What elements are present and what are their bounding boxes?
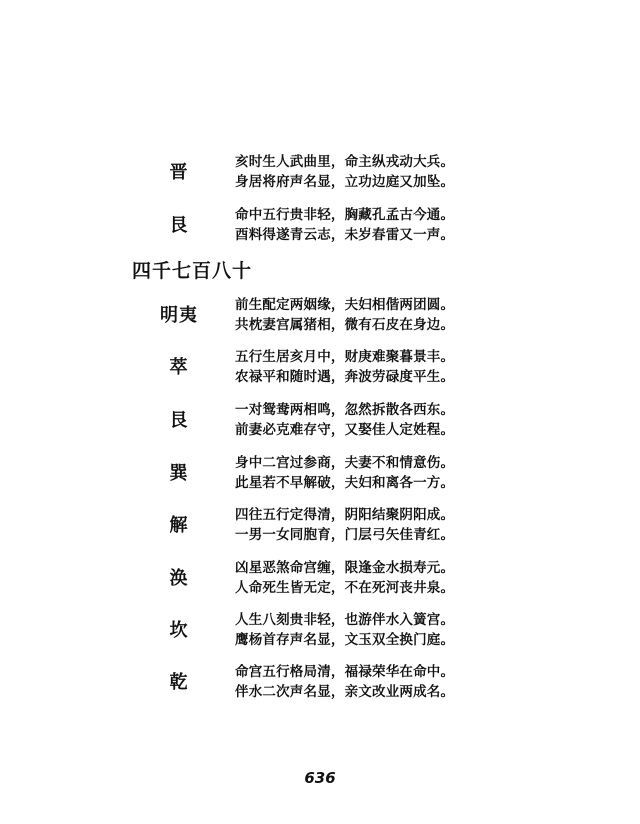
verse-line: 身中二宫过参商，夫妻不和情意伤。	[235, 455, 455, 471]
verse	[235, 347, 454, 387]
verse	[235, 205, 454, 245]
verse-entry	[0, 453, 640, 493]
hexagram-name: 巽	[169, 463, 189, 484]
verse	[235, 453, 454, 493]
hexagram-name: 晋	[169, 162, 189, 183]
hexagram-name: 艮	[169, 215, 189, 236]
verse-entry	[0, 662, 640, 702]
verse	[235, 295, 454, 335]
hexagram-name: 坎	[169, 620, 189, 641]
verse-line: 人生八刻贵非轻，也游伴水入簧宫。	[235, 612, 455, 628]
verse	[235, 152, 454, 192]
page-number: 636	[304, 769, 336, 787]
verse-line: 命宫五行格局清，福禄荣华在命中。	[235, 664, 455, 680]
hexagram-name: 萃	[169, 357, 189, 378]
verse-line: 五行生居亥月中，财庚难聚暮景丰。	[235, 349, 455, 365]
section-heading: 四千七百八十	[132, 260, 253, 282]
verse-line: 身居将府声名显，立功边庭又加坠。	[235, 174, 455, 190]
verse-line: 鹰杨首存声名显，文玉双全换门庭。	[235, 632, 455, 648]
verse-line: 凶星恶煞命宫缠，限逢金水损寿元。	[235, 560, 455, 576]
verse-line: 一男一女同胞育，门层弓矢佳青红。	[235, 527, 455, 543]
verse-line: 农禄平和随时遇，奔波劳碌度平生。	[235, 369, 455, 385]
hexagram-name: 解	[169, 515, 189, 536]
verse-line: 一对鸳鸯两相鸣，忽然拆散各西东。	[235, 402, 455, 418]
verse-line: 亥时生人武曲里，命主纵戎动大兵。	[235, 154, 455, 170]
verse-line: 人命死生皆无定，不在死河丧井泉。	[235, 580, 455, 596]
verse-line: 伴水二次声名显，亲文改业两成名。	[235, 684, 455, 700]
verse	[235, 558, 454, 598]
hexagram-name: 乾	[169, 672, 189, 693]
verse-entry	[0, 347, 640, 387]
verse-entry	[0, 400, 640, 440]
hexagram-name: 涣	[169, 568, 189, 589]
verse-entry	[0, 295, 640, 335]
hexagram-name: 艮	[169, 410, 189, 431]
verse-entry	[0, 152, 640, 192]
verse-entry	[0, 505, 640, 545]
verse-line: 前妻必克难存守，又娶佳人定姓程。	[235, 422, 455, 438]
verse	[235, 505, 454, 545]
verse	[235, 400, 454, 440]
hexagram-name: 明夷	[160, 305, 198, 326]
verse	[235, 662, 454, 702]
verse-line: 命中五行贵非轻，胸藏孔孟古今通。	[235, 207, 455, 223]
verse-entry	[0, 205, 640, 245]
verse-line: 此星若不早解破，夫妇和离各一方。	[235, 475, 455, 491]
verse-entry	[0, 558, 640, 598]
verse	[235, 610, 454, 650]
verse-line: 共枕妻宫属猪相，微有石皮在身边。	[235, 317, 455, 333]
verse-line: 酉料得遂青云志，未岁春雷又一声。	[235, 227, 455, 243]
verse-line: 前生配定两姻缘，夫妇相偕两团圆。	[235, 297, 455, 313]
verse-line: 四往五行定得清，阴阳结聚阴阳成。	[235, 507, 455, 523]
verse-entry	[0, 610, 640, 650]
